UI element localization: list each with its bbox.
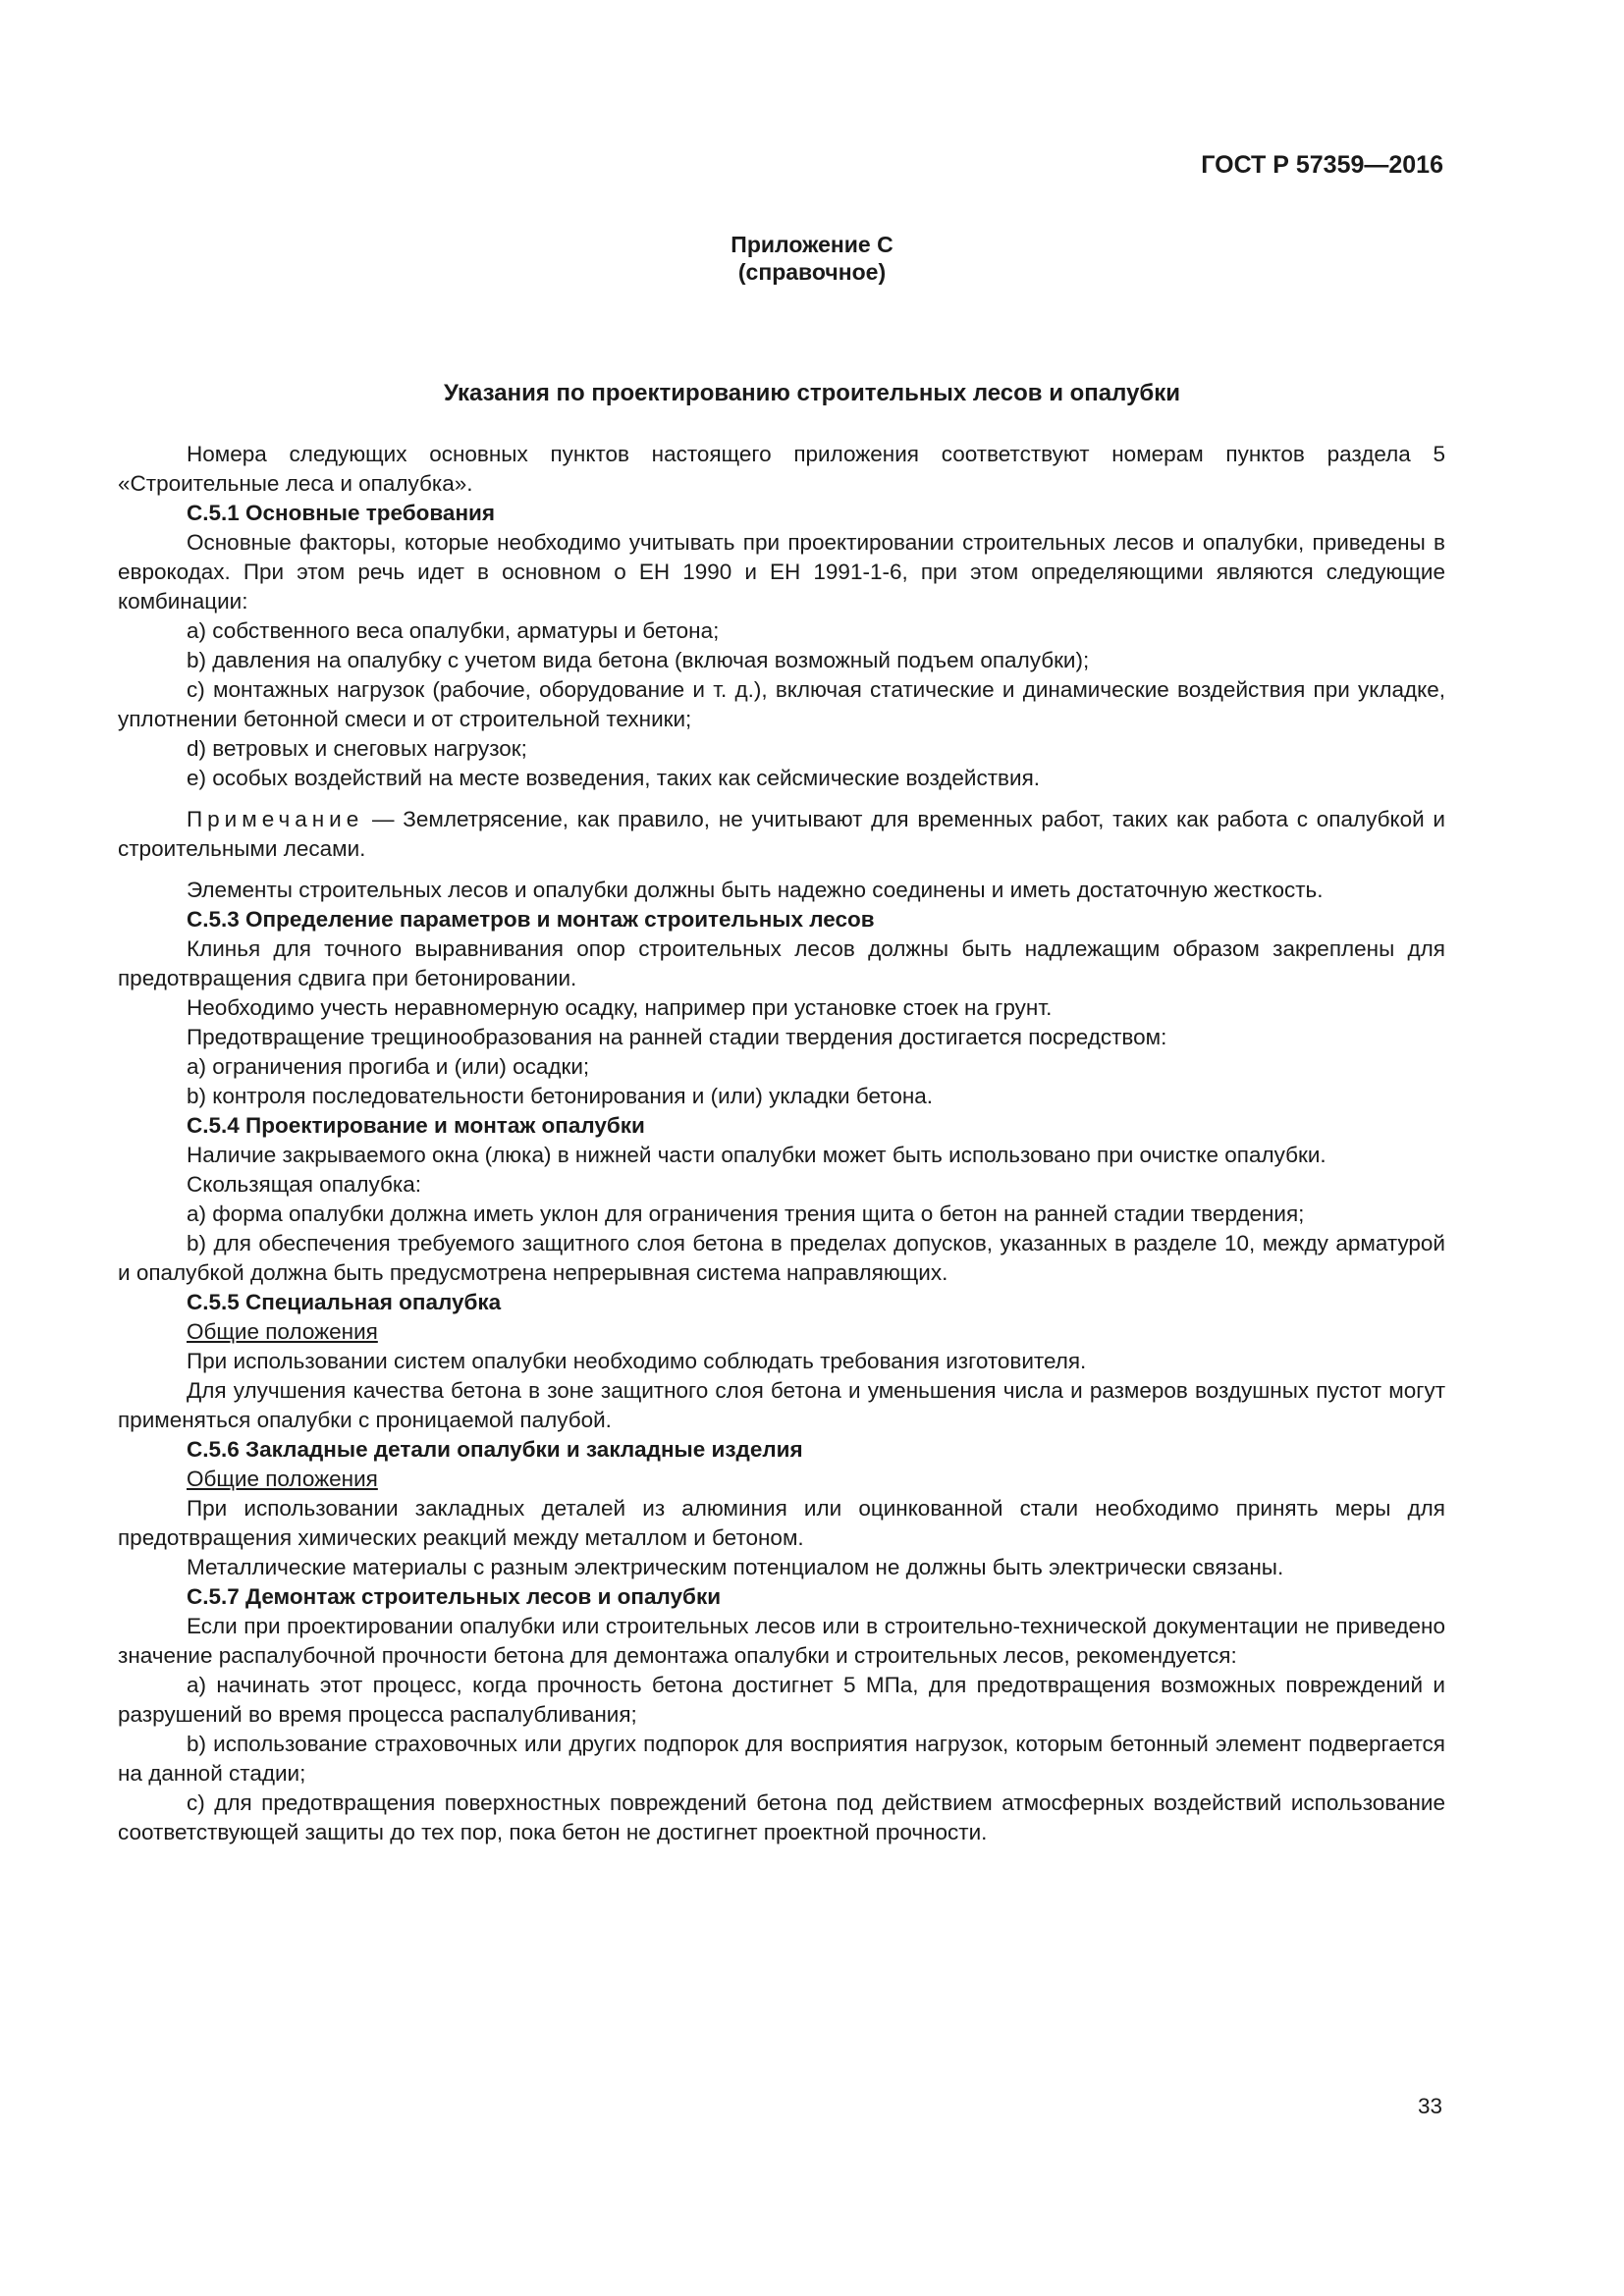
paragraph: Наличие закрываемого окна (люка) в нижней части опалубки может быть использовано при очистке опалубки. <box>187 1143 1326 1167</box>
main-title: Указания по проектированию строительных лесов и опалубки <box>443 380 1181 406</box>
paragraph: Необходимо учесть неравномерную осадку, например при установке стоек на грунт. <box>187 995 1053 1020</box>
annex-subtitle: (справочное) <box>737 259 887 285</box>
note-text: — Землетрясение, как правило, не учитывают для временных работ, таких как работа с опалубкой и строительными лесами. <box>118 807 1445 861</box>
list-item: c) монтажных нагрузок (рабочие, оборудование и т. д.), включая статические и динамические воздействия при укладке, уплотнении бетонной смеси и от строительной техники; <box>118 677 1445 731</box>
paragraph: Основные факторы, которые необходимо учитывать при проектировании строительных лесов и опалубки, приведены в еврокодах. При этом речь идет в основном о ЕН 1990 и ЕН 1991-1-6, при этом определяющими являются следующие комбинации: <box>118 530 1445 614</box>
paragraph: При использовании систем опалубки необходимо соблюдать требования изготовителя. <box>187 1349 1087 1373</box>
list-item: b) использование страховочных или других подпорок для восприятия нагрузок, которым бетонный элемент подвергается на данной стадии; <box>118 1732 1445 1786</box>
list-item: b) для обеспечения требуемого защитного слоя бетона в пределах допусков, указанных в разделе 10, между арматурой и опалубкой должна быть предусмотрена непрерывная система направляющих. <box>118 1231 1445 1285</box>
list-item: d) ветровых и снеговых нагрузок; <box>187 736 527 761</box>
list-item: а) ограничения прогиба и (или) осадки; <box>187 1054 590 1079</box>
list-item: e) особых воздействий на месте возведения, таких как сейсмические воздействия. <box>187 766 1041 790</box>
list-item: a) начинать этот процесс, когда прочность бетона достигнет 5 МПа, для предотвращения возможных повреждений и разрушений во время процесса распалубливания; <box>118 1673 1445 1727</box>
section-heading-c56: С.5.6 Закладные детали опалубки и закладные изделия <box>187 1437 803 1462</box>
paragraph: Элементы строительных лесов и опалубки должны быть надежно соединены и иметь достаточную жесткость. <box>187 878 1324 902</box>
subheading-general: Общие положения <box>187 1467 378 1491</box>
paragraph: Металлические материалы с разным электрическим потенциалом не должны быть электрически связаны. <box>187 1555 1284 1579</box>
section-heading-c57: С.5.7 Демонтаж строительных лесов и опалубки <box>187 1584 722 1609</box>
note <box>118 805 1445 864</box>
list-item: c) для предотвращения поверхностных повреждений бетона под действием атмосферных воздействий использование соответствующей защиты до тех пор, пока бетон не достигнет проектной прочности. <box>118 1790 1445 1844</box>
page-number: 33 <box>1417 2094 1442 2118</box>
paragraph: Клинья для точного выравнивания опор строительных лесов должны быть надлежащим образом закреплены для предотвращения сдвига при бетонировании. <box>118 936 1445 990</box>
section-heading-c55: С.5.5 Специальная опалубка <box>187 1290 502 1314</box>
intro-paragraph: Номера следующих основных пунктов настоящего приложения соответствуют номерам пунктов раздела 5 «Строительные леса и опалубка». <box>118 442 1445 496</box>
paragraph: Для улучшения качества бетона в зоне защитного слоя бетона и уменьшения числа и размеров воздушных пустот могут применяться опалубки с проницаемой палубой. <box>118 1378 1445 1432</box>
paragraph: Если при проектировании опалубки или строительных лесов или в строительно-технической документации не приведено значение распалубочной прочности бетона для демонтажа опалубки и строительных лесов, рекомендуется: <box>118 1614 1445 1668</box>
list-item: а) собственного веса опалубки, арматуры и бетона; <box>187 618 720 643</box>
list-item: а) форма опалубки должна иметь уклон для ограничения трения щита о бетон на ранней стадии твердения; <box>187 1201 1305 1226</box>
section-heading-c54: С.5.4 Проектирование и монтаж опалубки <box>187 1113 645 1138</box>
list-item: b) контроля последовательности бетонирования и (или) укладки бетона. <box>187 1084 934 1108</box>
list-item: b) давления на опалубку с учетом вида бетона (включая возможный подъем опалубки); <box>187 648 1090 672</box>
section-heading-c51: С.5.1 Основные требования <box>187 501 496 525</box>
note-label: Примечание <box>187 807 364 831</box>
paragraph: Предотвращение трещинообразования на ранней стадии твердения достигается посредством: <box>187 1025 1167 1049</box>
paragraph: При использовании закладных деталей из алюминия или оцинкованной стали необходимо принять меры для предотвращения химических реакций между металлом и бетоном. <box>118 1496 1445 1550</box>
paragraph: Скользящая опалубка: <box>187 1172 422 1197</box>
body-text <box>118 440 1445 1847</box>
subheading-general: Общие положения <box>187 1319 378 1344</box>
document-code: ГОСТ Р 57359—2016 <box>1201 151 1443 179</box>
annex-title: Приложение С <box>731 232 893 257</box>
section-heading-c53: С.5.3 Определение параметров и монтаж строительных лесов <box>187 907 875 932</box>
